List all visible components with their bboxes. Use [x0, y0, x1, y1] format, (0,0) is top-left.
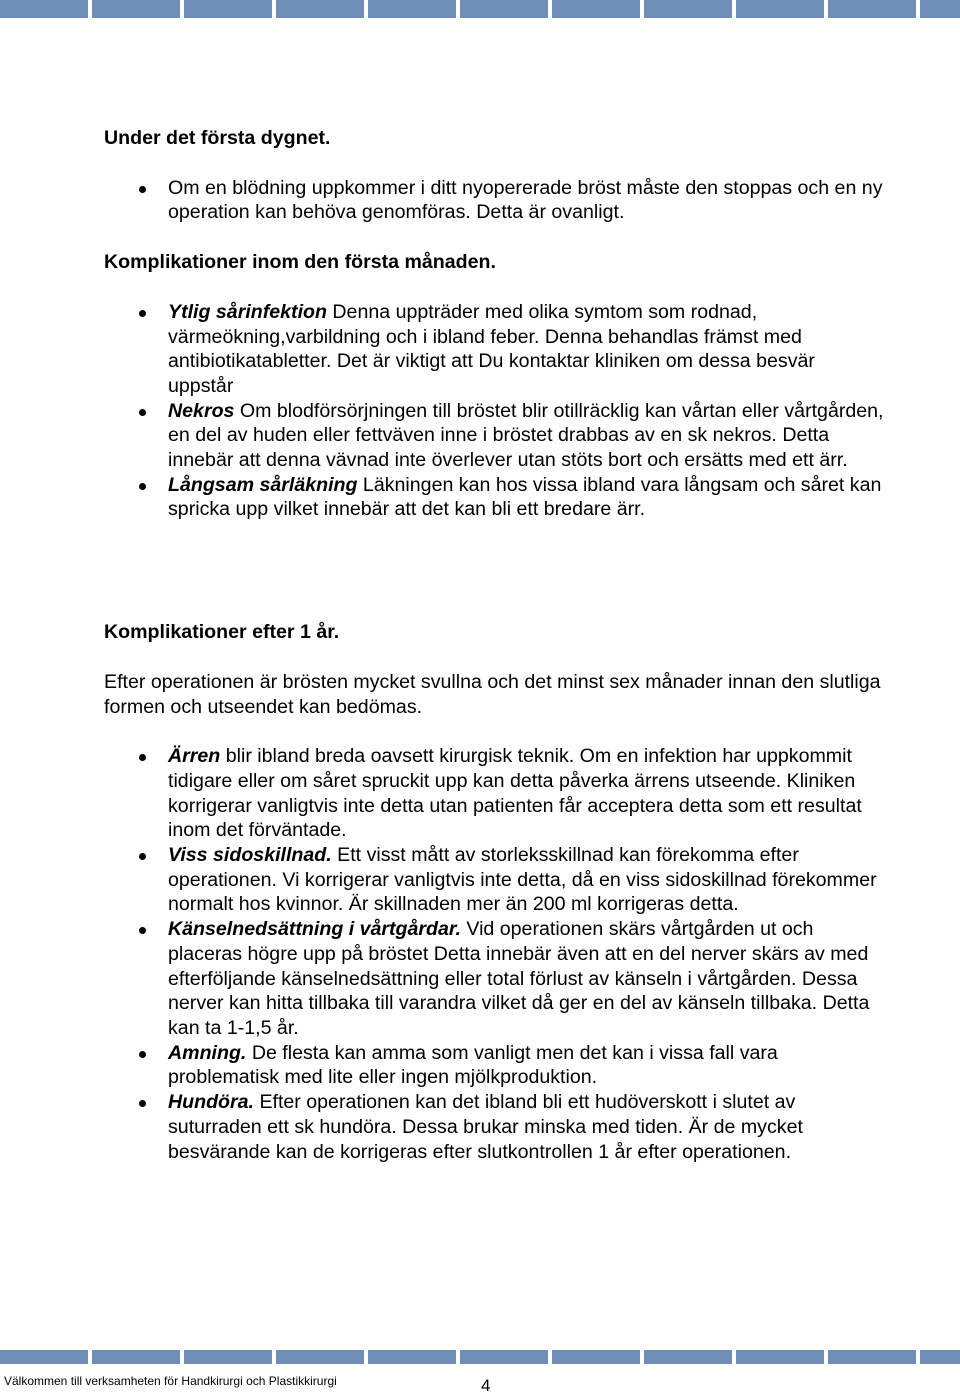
bullet-icon: [139, 483, 146, 490]
list-item: [104, 1090, 884, 1164]
item-term: Amning.: [168, 1041, 247, 1064]
section-heading-first-month: Komplikationer inom den första månaden.: [104, 251, 496, 274]
document-body: [104, 126, 884, 1164]
bullet-icon: [139, 1100, 146, 1107]
list-item: [104, 843, 884, 917]
footer-band: [0, 1350, 960, 1364]
item-term: Ytlig sårinfektion: [168, 300, 327, 323]
item-text: Läkningen kan hos vissa ibland vara långsam och såret kan spricka upp vilket innebär att det kan bli ett bredare ärr.: [168, 473, 882, 521]
item-text: Denna uppträder med olika symtom som rodnad, värmeökning,varbildning och i ibland feber. Denna behandlas främst med antibiotikatabletter. Det är viktigt att Du kontaktar kliniken om dessa besvär uppstår: [168, 300, 815, 397]
item-text: De flesta kan amma som vanligt men det kan i vissa fall vara problematisk med lite eller ingen mjölkproduktion.: [168, 1041, 778, 1089]
list-item: Om en blödning uppkommer i ditt nyopererade bröst måste den stoppas och en ny operation kan behöva genomföras. Detta är ovanligt.: [104, 176, 884, 225]
section-heading-first-day: Under det första dygnet.: [104, 127, 331, 149]
list-item: [104, 744, 884, 843]
item-text: Om blodförsörjningen till bröstet blir otillräcklig kan vårtan eller vårtgården, en del av huden eller fettväven inne i bröstet drabbas av en sk nekros. Detta innebär att denna vävnad inte överlever utan stöts bort och ersätts med ett ärr.: [168, 399, 884, 472]
footer-text: Välkommen till verksamheten för Handkirurgi och Plastikkirurgi: [4, 1374, 337, 1388]
bullet-icon: [139, 186, 146, 193]
item-text: Efter operationen kan det ibland bli ett hudöverskott i slutet av suturraden ett sk hundöra. Dessa brukar minska med tiden. Är de mycket besvärande kan de korrigeras efter slutkontrollen 1 år efter operationen.: [168, 1091, 803, 1163]
item-term: Hundöra.: [168, 1091, 254, 1114]
after-year-list: [104, 744, 884, 1164]
list-item: [104, 399, 884, 473]
bullet-icon: [139, 754, 146, 761]
list-item: [104, 1041, 884, 1090]
bullet-icon: [139, 409, 146, 416]
item-text: Ett visst mått av storleksskillnad kan förekomma efter operationen. Vi korrigerar vanligtvis inte detta, då en viss sidoskillnad förekommer normalt hos kvinnor. Är skillnaden mer än 200 ml korrigeras detta.: [168, 844, 877, 916]
list-item: [104, 473, 884, 522]
item-term: Ärren: [168, 745, 221, 768]
bullet-icon: [139, 310, 146, 317]
page-number: 4: [481, 1376, 491, 1395]
bullet-icon: [139, 927, 146, 934]
bullet-icon: [139, 1051, 146, 1058]
first-day-list: [104, 176, 884, 225]
list-item: [104, 917, 884, 1041]
item-term: Känselnedsättning i vårtgårdar.: [168, 918, 461, 941]
item-text: Vid operationen skärs vårtgården ut och placeras högre upp på bröstet Detta innebär även att en del nerver skärs av med efterföljande känselnedsättning eller total förlust av känseln i vårtgården. Dessa nerver kan hitta tillbaka till varandra vilket då ger en del av känseln tillbaka. Detta kan ta 1-1,5 år.: [168, 918, 870, 1039]
paragraph-after-year: Efter operationen är brösten mycket svullna och det minst sex månader innan den slutliga formen och utseendet kan bedömas.: [104, 670, 881, 718]
bullet-icon: [139, 853, 146, 860]
list-item: [104, 300, 884, 399]
header-band: [0, 0, 960, 18]
section-heading-after-year: Komplikationer efter 1 år.: [104, 621, 340, 644]
first-month-list: [104, 300, 884, 522]
item-text: blir ibland breda oavsett kirurgisk teknik. Om en infektion har uppkommit tidigare eller om såret spruckit upp kan detta påverka ärrens utseende. Kliniken korrigerar vanligtvis inte detta utan patienten får acceptera detta som ett resultat inom det förväntade.: [168, 745, 862, 842]
item-term: Långsam sårläkning: [168, 473, 358, 496]
item-term: Nekros: [168, 399, 235, 422]
item-term: Viss sidoskillnad.: [168, 844, 332, 867]
